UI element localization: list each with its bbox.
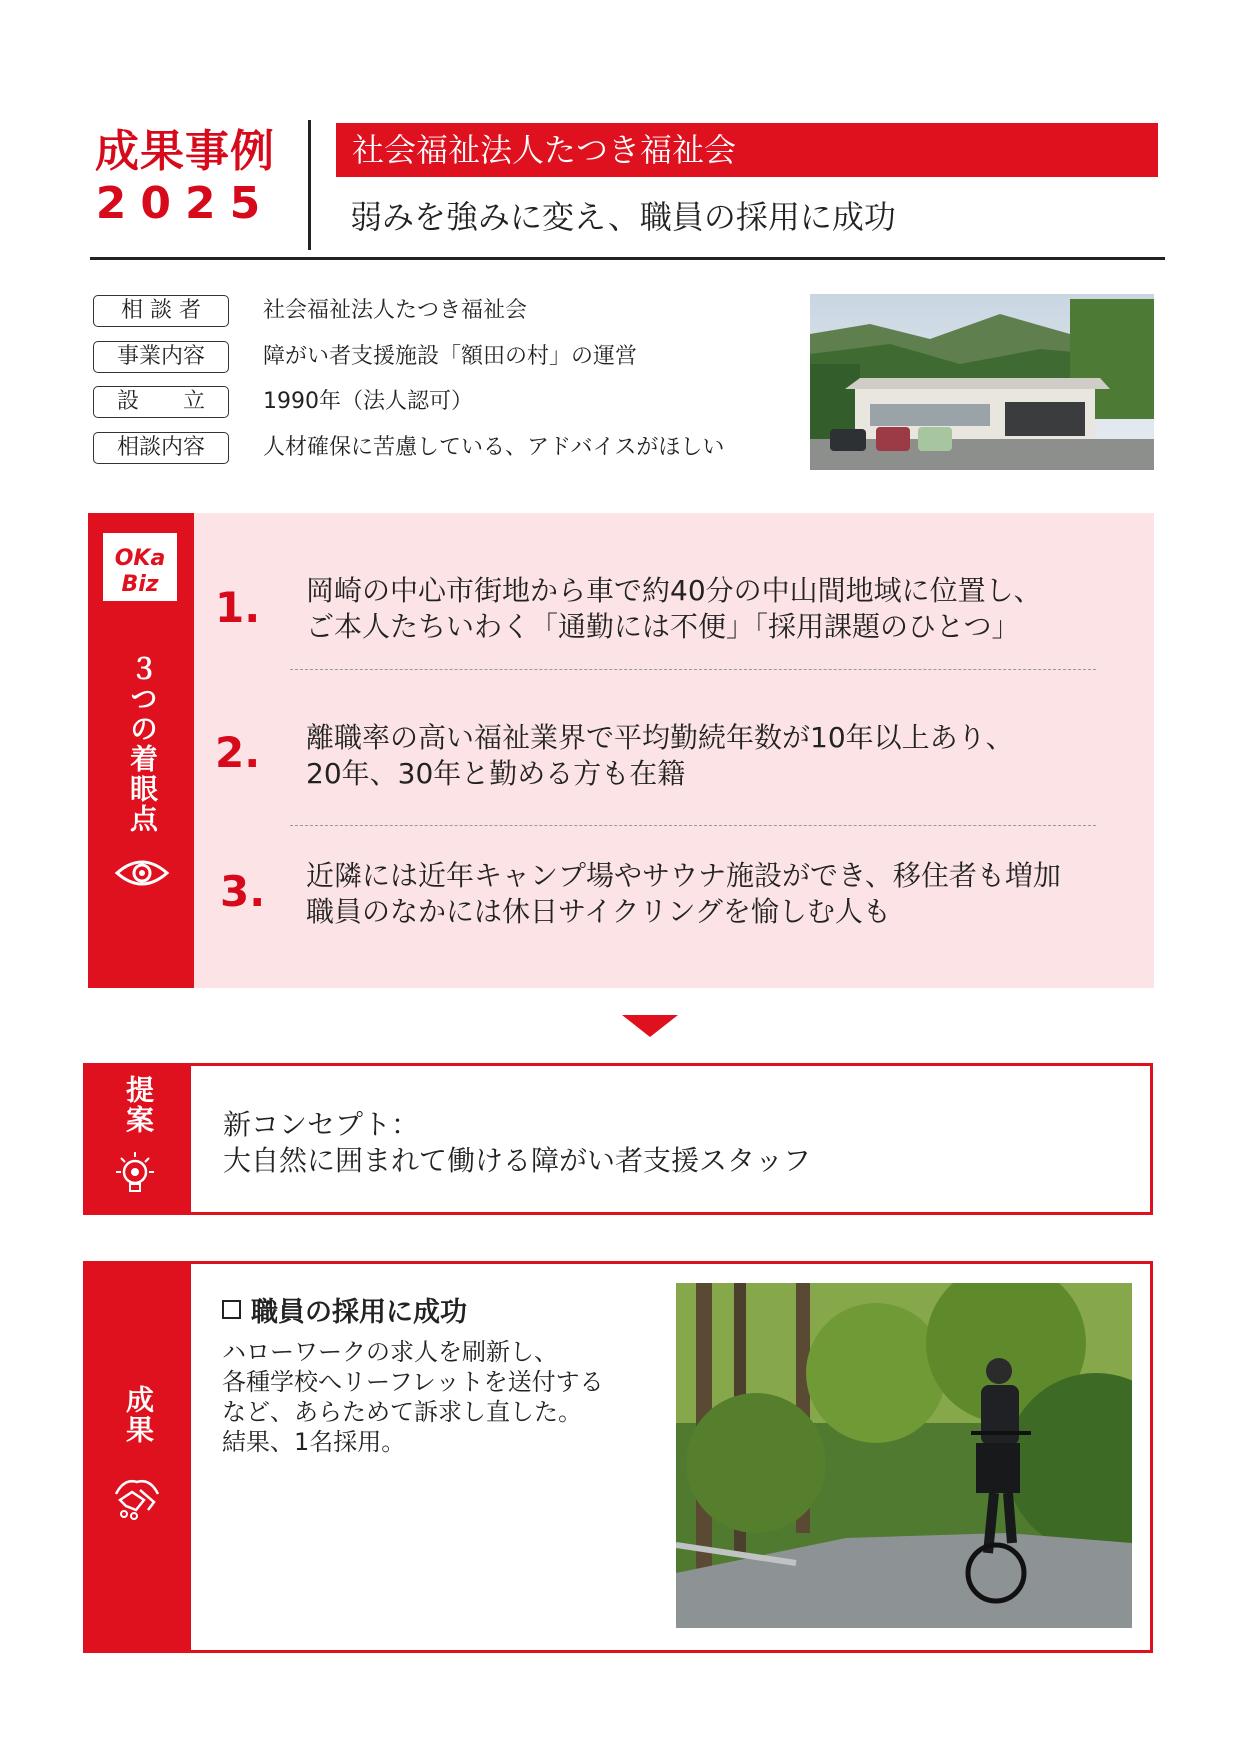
logo-text-bottom: Biz bbox=[121, 572, 159, 597]
point-separator bbox=[290, 825, 1096, 826]
points-section-label: ３つの着眼点 bbox=[126, 654, 159, 834]
header-title bbox=[90, 128, 280, 229]
info-value-consultation: 人材確保に苦慮している、アドバイスがほしい bbox=[263, 435, 725, 460]
result-label: 成果 bbox=[122, 1385, 155, 1445]
organization-banner: 社会福祉法人たつき福祉会 bbox=[336, 123, 1158, 177]
tagline: 弱みを強みに変え、職員の採用に成功 bbox=[350, 198, 896, 236]
point-3-line1: 近隣には近年キャンプ場やサウナ施設ができ、移住者も増加 bbox=[306, 859, 1061, 892]
result-line: ハローワークの求人を刷新し、 bbox=[222, 1338, 558, 1366]
point-1-line1: 岡崎の中心市街地から車で約40分の中山間地域に位置し、 bbox=[306, 574, 1042, 607]
handshake-icon bbox=[110, 1470, 164, 1528]
info-label-established: 設 立 bbox=[93, 386, 229, 418]
eye-icon bbox=[113, 855, 171, 895]
header-rule bbox=[90, 257, 1165, 260]
arrow-down-icon bbox=[622, 1015, 678, 1037]
header-title-line1: 成果事例 bbox=[95, 126, 275, 177]
info-label-consultation: 相談内容 bbox=[93, 432, 229, 464]
info-value-business: 障がい者支援施設「額田の村」の運営 bbox=[263, 344, 638, 369]
okabiz-logo bbox=[103, 533, 177, 601]
info-label-business: 事業内容 bbox=[93, 341, 229, 373]
result-line: 結果、1名採用。 bbox=[222, 1428, 406, 1456]
point-3-line2: 職員のなかには休日サイクリングを愉しむ人も bbox=[306, 895, 891, 928]
lightbulb-icon bbox=[110, 1150, 160, 1204]
result-heading-text: 職員の採用に成功 bbox=[251, 1297, 467, 1328]
facility-photo bbox=[810, 294, 1154, 470]
info-value-established: 1990年（法人認可） bbox=[263, 389, 473, 414]
proposal-line1: 新コンセプト： bbox=[223, 1108, 420, 1141]
result-heading bbox=[222, 1290, 467, 1329]
point-number-1: 1. bbox=[215, 583, 261, 632]
proposal-label: 提案 bbox=[122, 1075, 155, 1135]
checkbox-icon bbox=[222, 1300, 241, 1319]
cyclist-photo bbox=[676, 1283, 1132, 1628]
result-line: 各種学校へリーフレットを送付する bbox=[222, 1368, 604, 1396]
point-2-line1: 離職率の高い福祉業界で平均勤続年数が10年以上あり、 bbox=[306, 721, 1014, 754]
logo-text-top: OKa bbox=[114, 546, 166, 571]
point-1-line2: ご本人たちいわく「通勤には不便」「採用課題のひとつ」 bbox=[306, 610, 1020, 643]
header-title-year: 2025 bbox=[95, 178, 275, 230]
proposal-line2: 大自然に囲まれて働ける障がい者支援スタッフ bbox=[223, 1144, 812, 1177]
point-number-2: 2. bbox=[215, 728, 261, 777]
point-separator bbox=[290, 669, 1096, 670]
header-divider bbox=[308, 120, 311, 250]
info-label-consultant: 相 談 者 bbox=[93, 295, 229, 327]
result-line: など、あらためて訴求し直した。 bbox=[222, 1398, 582, 1426]
result-sidebar bbox=[83, 1261, 191, 1653]
point-number-3: 3. bbox=[220, 867, 266, 916]
point-2-line2: 20年、30年と勤める方も在籍 bbox=[306, 757, 686, 790]
info-value-consultant: 社会福祉法人たつき福祉会 bbox=[263, 298, 528, 323]
